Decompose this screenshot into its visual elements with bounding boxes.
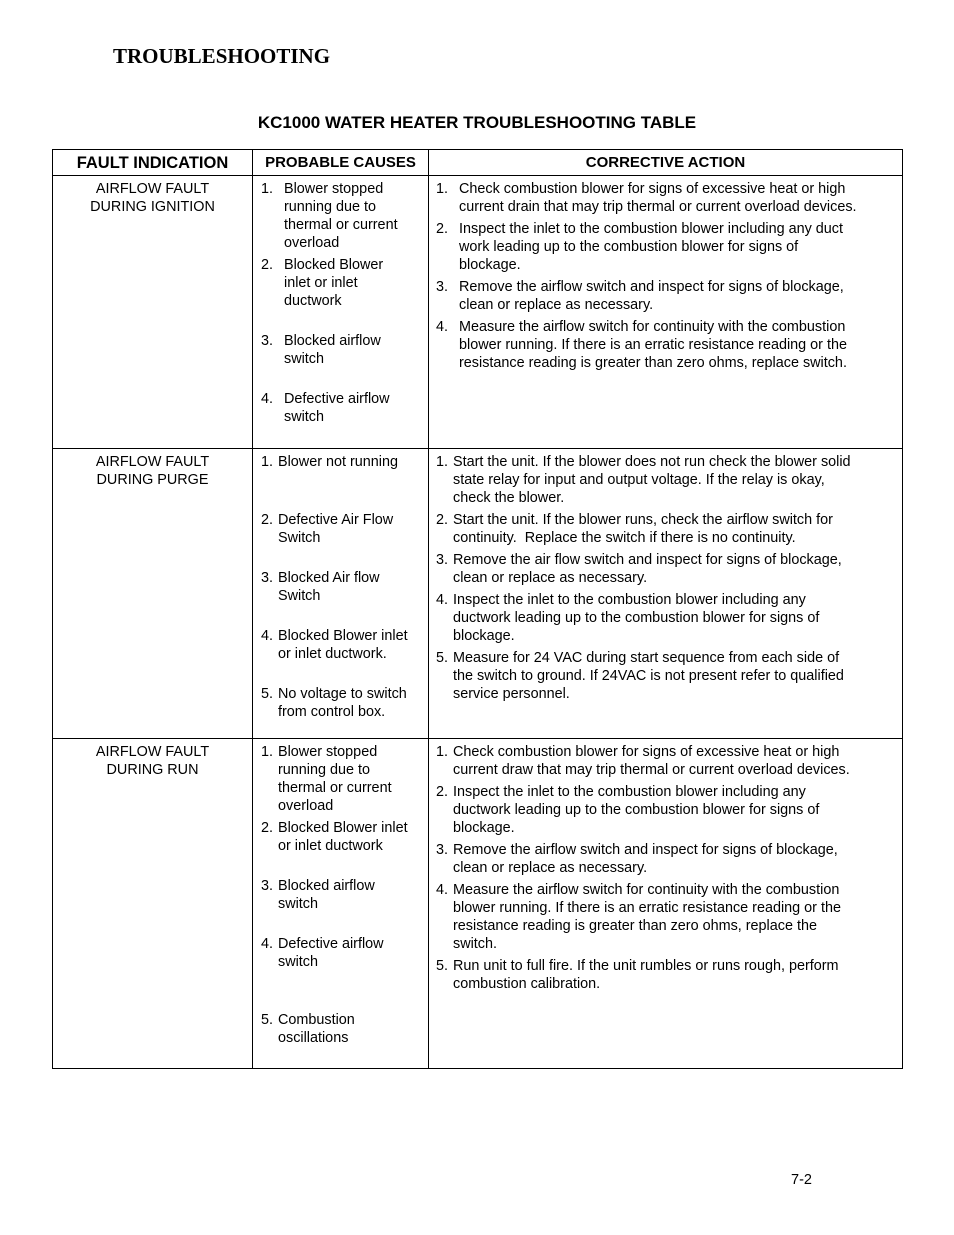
item-text: Remove the airflow switch and inspect for signs of blockage, clean or replace as necessary. (453, 842, 838, 876)
action-item (436, 453, 892, 507)
section-heading: TROUBLESHOOTING (113, 44, 331, 68)
item-number: 2. (436, 784, 449, 800)
fault-indication-cell (53, 739, 253, 1069)
causes-list (261, 453, 422, 721)
item-number: 5. (436, 958, 449, 974)
fault-indication-cell (53, 449, 253, 739)
item-number: 1. (436, 181, 449, 197)
item-text: Remove the air flow switch and inspect for signs of blockage, clean or replace as necessary. (453, 552, 842, 586)
item-text: Blocked Blower inlet or inlet ductwork. (278, 628, 408, 662)
cause-item (261, 511, 422, 547)
item-number: 3. (436, 842, 449, 858)
fault-line: DURING RUN (106, 762, 199, 778)
page-number: 7-2 (791, 1172, 812, 1188)
probable-causes-cell (253, 176, 429, 449)
item-text: Start the unit. If the blower runs, check the airflow switch for continuity. Replace the switch if there is no continuity. (453, 512, 833, 546)
cause-item (261, 743, 422, 815)
item-number: 4. (261, 628, 274, 644)
item-text: Blower not running (278, 454, 398, 470)
cause-item (261, 819, 422, 855)
cause-item (261, 569, 422, 605)
action-item (436, 220, 892, 274)
fault-line: DURING PURGE (96, 472, 209, 488)
action-item (436, 180, 892, 216)
item-number: 1. (436, 454, 449, 470)
item-text: Blocked Blower inlet or inlet ductwork (278, 820, 408, 854)
fault-line: DURING IGNITION (90, 199, 215, 215)
action-item (436, 318, 892, 372)
actions-list (436, 743, 892, 993)
item-text: Inspect the inlet to the combustion blower including any ductwork leading up to the combustion blower for signs of blockage. (453, 592, 820, 644)
fault-line: AIRFLOW FAULT (95, 744, 210, 760)
cause-item (261, 180, 422, 252)
item-text: Start the unit. If the blower does not run check the blower solid state relay for input and output voltage. If the relay is okay, check the blower. (453, 454, 851, 506)
action-item (436, 841, 892, 877)
item-number: 3. (436, 552, 449, 568)
item-text: Inspect the inlet to the combustion blower including any ductwork leading up to the combustion blower for signs of blockage. (453, 784, 820, 836)
item-number: 3. (261, 878, 274, 894)
item-text: Remove the airflow switch and inspect for signs of blockage, clean or replace as necessary. (459, 279, 844, 313)
item-number: 1. (261, 744, 274, 760)
item-number: 4. (261, 936, 274, 952)
causes-list (261, 743, 422, 1047)
item-text: Measure the airflow switch for continuity with the combustion blower running. If there is an erratic resistance reading or the resistance reading is greater than zero ohms, replace switch. (459, 319, 847, 371)
table-row (53, 449, 903, 739)
actions-list (436, 180, 892, 372)
cause-item (261, 1011, 422, 1047)
fault-indication-cell (53, 176, 253, 449)
item-number: 3. (261, 570, 274, 586)
item-number: 2. (436, 512, 449, 528)
corrective-action-cell (429, 176, 903, 449)
item-number: 5. (261, 686, 274, 702)
item-text: Measure for 24 VAC during start sequence from each side of the switch to ground. If 24VAC is not present refer to qualified service personnel. (453, 650, 844, 702)
table-row (53, 739, 903, 1069)
item-text: Run unit to full fire. If the unit rumbles or runs rough, perform combustion calibration. (453, 958, 839, 992)
item-text: Inspect the inlet to the combustion blower including any duct work leading up to the combustion blower for signs of blockage. (459, 221, 843, 273)
cause-item (261, 877, 422, 913)
item-text: Measure the airflow switch for continuity with the combustion blower running. If there is an erratic resistance reading or the resistance reading is greater than zero ohms, replace the switch. (453, 882, 841, 952)
item-text: Defective Air Flow Switch (278, 512, 394, 546)
item-text: Check combustion blower for signs of excessive heat or high current draw that may trip thermal or current overload devices. (453, 744, 850, 778)
column-header-fault-indication: FAULT INDICATION (53, 150, 253, 176)
table-row (53, 176, 903, 449)
item-number: 1. (261, 454, 274, 470)
action-item (436, 591, 892, 645)
column-header-corrective-action: CORRECTIVE ACTION (429, 150, 903, 176)
item-number: 4. (261, 391, 274, 407)
cause-item (261, 256, 422, 310)
item-number: 4. (436, 592, 449, 608)
item-text: Blocked airflow switch (278, 878, 375, 912)
action-item (436, 649, 892, 703)
corrective-action-cell (429, 449, 903, 739)
corrective-action-cell (429, 739, 903, 1069)
item-number: 3. (261, 333, 274, 349)
item-number: 4. (436, 882, 449, 898)
item-number: 2. (261, 257, 274, 273)
cause-item (261, 453, 422, 471)
item-number: 5. (261, 1012, 274, 1028)
table-header-row (53, 150, 903, 176)
item-text: Combustion oscillations (278, 1012, 355, 1046)
action-item (436, 743, 892, 779)
item-number: 3. (436, 279, 449, 295)
item-number: 5. (436, 650, 449, 666)
troubleshooting-table (52, 149, 903, 1069)
cause-item (261, 332, 422, 368)
item-number: 1. (436, 744, 449, 760)
cause-item (261, 935, 422, 971)
item-text: Defective airflow switch (284, 391, 390, 425)
action-item (436, 881, 892, 953)
probable-causes-cell (253, 449, 429, 739)
item-number: 4. (436, 319, 449, 335)
item-text: Defective airflow switch (278, 936, 384, 970)
cause-item (261, 390, 422, 426)
causes-list (261, 180, 422, 426)
fault-line: AIRFLOW FAULT (95, 454, 210, 470)
action-item (436, 957, 892, 993)
action-item (436, 551, 892, 587)
column-header-probable-causes: PROBABLE CAUSES (253, 150, 429, 176)
cause-item (261, 685, 422, 721)
action-item (436, 783, 892, 837)
cause-item (261, 627, 422, 663)
item-text: No voltage to switch from control box. (278, 686, 407, 720)
fault-line: AIRFLOW FAULT (95, 181, 210, 197)
item-text: Blower stopped running due to thermal or current overload (278, 744, 392, 814)
item-number: 2. (261, 820, 274, 836)
item-text: Blocked airflow switch (284, 333, 381, 367)
action-item (436, 511, 892, 547)
actions-list (436, 453, 892, 703)
item-text: Blower stopped running due to thermal or current overload (284, 181, 398, 251)
item-number: 2. (261, 512, 274, 528)
item-text: Blocked Blower inlet or inlet ductwork (284, 257, 384, 309)
table-title: KC1000 WATER HEATER TROUBLESHOOTING TABLE (257, 113, 697, 132)
item-text: Blocked Air flow Switch (278, 570, 380, 604)
item-number: 1. (261, 181, 274, 197)
probable-causes-cell (253, 739, 429, 1069)
item-text: Check combustion blower for signs of excessive heat or high current drain that may trip thermal or current overload devices. (459, 181, 857, 215)
item-number: 2. (436, 221, 449, 237)
action-item (436, 278, 892, 314)
